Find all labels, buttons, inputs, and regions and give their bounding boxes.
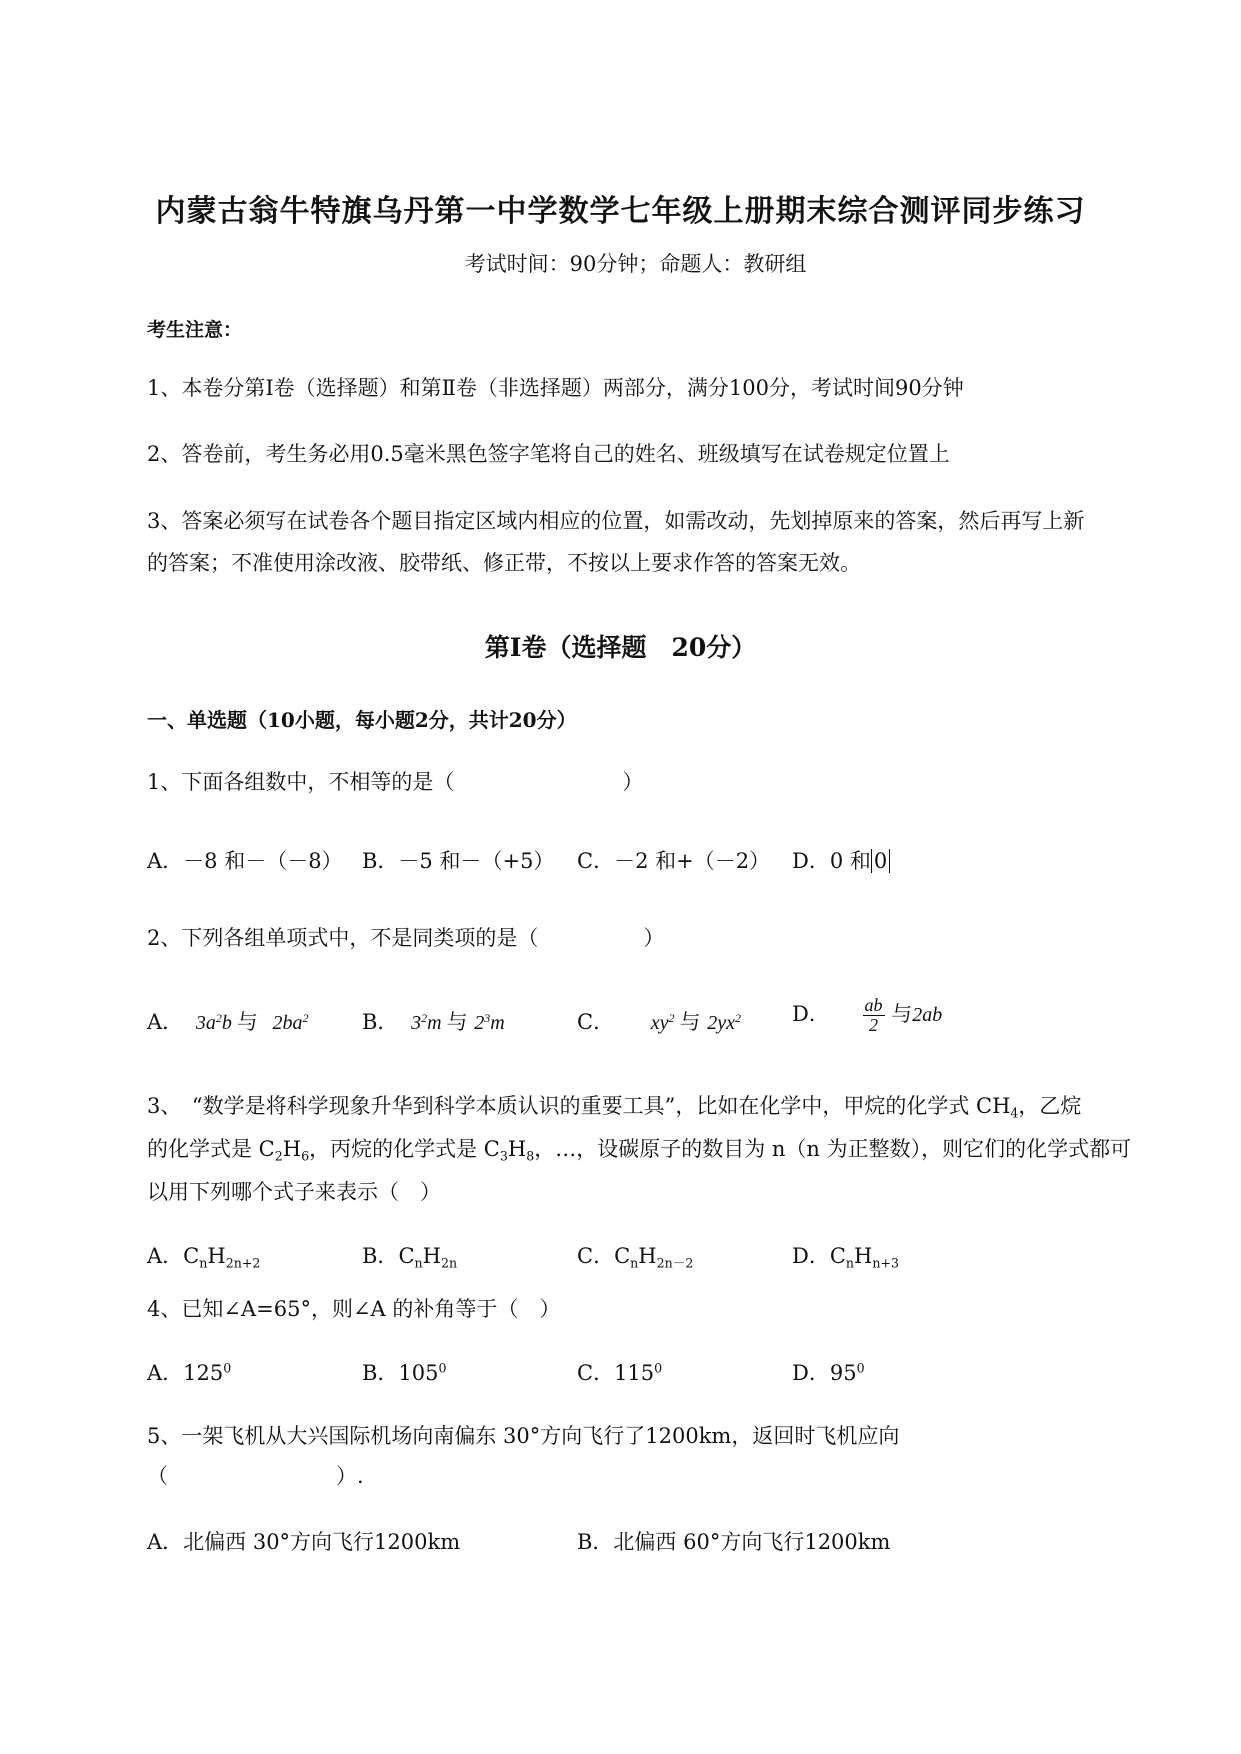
q2-option-b	[362, 1006, 505, 1036]
q4-b-label: B．105	[362, 1361, 439, 1385]
q2-c-term1: xy	[650, 1012, 669, 1034]
q2-d-fraction	[863, 996, 885, 1035]
q3-a-sub: 2n+2	[225, 1255, 261, 1271]
q4-b-degree: 0	[438, 1360, 447, 1376]
q3-line2-part2: H	[282, 1137, 302, 1161]
q2-d-denominator: 2	[869, 1014, 879, 1035]
q4-option-d	[792, 1357, 865, 1387]
q2-option-a	[147, 1006, 309, 1036]
q3-line2-sub1: 2	[274, 1148, 283, 1164]
q5-stem-line2: （ ）.	[147, 1464, 364, 1488]
q4-a-degree: 0	[223, 1360, 232, 1376]
q3-line1-text: 3、 “数学是将科学现象升华到科学本质认识的重要工具”，比如在化学中，甲烷的化学式 CH	[147, 1094, 1011, 1118]
q2-c-sup2: 2	[734, 1010, 741, 1025]
q4-c-label: C．115	[577, 1361, 655, 1385]
q3-a-c: C	[183, 1244, 200, 1268]
exam-subtitle: 考试时间：90分钟；命题人：教研组	[464, 252, 807, 276]
q2-b-term1: 3	[411, 1012, 422, 1034]
q5-option-a: A．北偏西 30°方向飞行1200km	[147, 1530, 461, 1554]
q2-b-term4: m	[490, 1012, 505, 1034]
q3-d-c: C	[829, 1244, 846, 1268]
q2-b-sup1: 2	[421, 1010, 428, 1025]
q2-a-term2: b	[221, 1012, 232, 1034]
q4-stem: 4、已知∠A=65°，则∠A 的补角等于（ ）	[147, 1297, 561, 1321]
q3-d-sub: n+3	[872, 1255, 900, 1271]
q3-c-h: H	[638, 1244, 657, 1268]
section-title: 第I卷（选择题 20分）	[484, 633, 757, 662]
notice-item-1: 1、本卷分第I卷（选择题）和第Ⅱ卷（非选择题）两部分，满分100分，考试时间90分钟	[147, 376, 964, 400]
q3-option-a	[147, 1240, 260, 1270]
q2-option-d-label: D．	[792, 1001, 830, 1026]
q4-d-label: D．95	[792, 1361, 857, 1385]
q3-a-label: A．	[147, 1244, 184, 1268]
q2-c-with: 与	[679, 1010, 701, 1034]
q2-b-term3: 2	[474, 1012, 485, 1034]
q3-a-n: n	[199, 1255, 208, 1271]
q3-d-label: D．	[792, 1244, 830, 1268]
q2-c-term2: 2yx	[707, 1012, 735, 1034]
q2-stem: 2、下列各组单项式中，不是同类项的是（ ）	[147, 926, 665, 950]
q3-b-h: H	[422, 1244, 441, 1268]
q1-option-d-prefix: D．0 和	[792, 849, 871, 873]
q4-option-b	[362, 1357, 447, 1387]
q3-line2-part1: 的化学式是 C	[147, 1137, 275, 1161]
notice-item-3-cont: 的答案；不准使用涂改液、胶带纸、修正带，不按以上要求作答的答案无效。	[147, 551, 861, 575]
q3-line2-part3: ，丙烷的化学式是 C	[309, 1137, 500, 1161]
q2-option-d	[792, 996, 942, 1035]
notice-item-2: 2、答卷前，考生务必用0.5毫米黑色签字笔将自己的姓名、班级填写在试卷规定位置上	[147, 442, 950, 466]
q3-c-c: C	[614, 1244, 631, 1268]
q3-c-sub: 2n－2	[656, 1255, 694, 1271]
q2-a-with: 与	[236, 1010, 258, 1034]
q2-b-term2: m	[427, 1012, 442, 1034]
q3-a-h: H	[207, 1244, 226, 1268]
q3-line1-sub: 4	[1010, 1105, 1019, 1121]
notice-heading: 考生注意：	[147, 319, 243, 341]
q2-d-numerator: ab	[864, 995, 883, 1015]
q3-c-label: C．	[577, 1244, 615, 1268]
q1-option-c: C．－2 和+（－2）	[577, 849, 771, 873]
q2-a-sup2: 2	[302, 1010, 309, 1025]
q3-line2-part4: H	[507, 1137, 527, 1161]
q3-stem-line2	[147, 1133, 1131, 1163]
q2-option-b-label: B．	[362, 1010, 399, 1034]
q1-option-d	[792, 845, 890, 875]
q3-b-n: n	[414, 1255, 423, 1271]
q2-b-sup2: 3	[484, 1010, 491, 1025]
q2-c-sup1: 2	[668, 1010, 675, 1025]
q3-stem-line3: 以用下列哪个式子来表示（ ）	[147, 1180, 441, 1204]
q5-stem-line1: 5、一架飞机从大兴国际机场向南偏东 30°方向飞行了1200km，返回时飞机应向	[147, 1424, 900, 1448]
q2-option-c	[577, 1006, 741, 1036]
q3-line2-part5: ，…，设碳原子的数目为 n（n 为正整数），则它们的化学式都可	[534, 1137, 1132, 1161]
q2-a-term1: 3a	[195, 1012, 216, 1034]
q1-option-d-abs: 0	[871, 849, 890, 873]
q2-option-c-label: C．	[577, 1010, 615, 1034]
q3-option-d	[792, 1240, 899, 1270]
q3-b-c: C	[398, 1244, 415, 1268]
q2-option-a-label: A．	[147, 1010, 184, 1034]
q5-option-b: B．北偏西 60°方向飞行1200km	[577, 1530, 891, 1554]
q3-option-b	[362, 1240, 457, 1270]
q1-option-b: B．－5 和－（+5）	[362, 849, 555, 873]
q3-stem-line1	[147, 1090, 1081, 1120]
q3-b-label: B．	[362, 1244, 399, 1268]
q3-c-n: n	[630, 1255, 639, 1271]
q3-option-c	[577, 1240, 693, 1271]
q2-a-sup1: 2	[215, 1010, 222, 1025]
q3-line2-sub3: 3	[499, 1148, 508, 1164]
q4-option-c	[577, 1357, 662, 1387]
notice-item-3: 3、答案必须写在试卷各个题目指定区域内相应的位置，如需改动，先划掉原来的答案，然后再写上新	[147, 509, 1085, 533]
exam-title: 内蒙古翁牛特旗乌丹第一中学数学七年级上册期末综合测评同步练习	[155, 194, 1086, 229]
q4-c-degree: 0	[654, 1360, 663, 1376]
q4-d-degree: 0	[856, 1360, 865, 1376]
q1-stem: 1、下面各组数中，不相等的是（ ）	[147, 770, 644, 794]
q2-d-with: 与	[891, 1001, 913, 1026]
q3-d-h: H	[854, 1244, 873, 1268]
q3-line1-end: ，乙烷	[1018, 1094, 1082, 1118]
q2-a-term3: 2ba	[272, 1012, 303, 1034]
q4-option-a	[147, 1357, 231, 1387]
q3-d-n: n	[845, 1255, 855, 1271]
part-heading: 一、单选题（10小题，每小题2分，共计20分）	[147, 708, 577, 732]
q2-b-with: 与	[446, 1010, 468, 1034]
q2-d-term1: 2ab	[912, 1003, 943, 1026]
q4-a-label: A．125	[147, 1361, 224, 1385]
q3-line2-sub2: 6	[301, 1148, 310, 1164]
q3-b-sub: 2n	[440, 1255, 458, 1271]
q3-line2-sub4: 8	[526, 1148, 535, 1164]
q1-option-a: A．－8 和－（－8）	[147, 849, 343, 873]
